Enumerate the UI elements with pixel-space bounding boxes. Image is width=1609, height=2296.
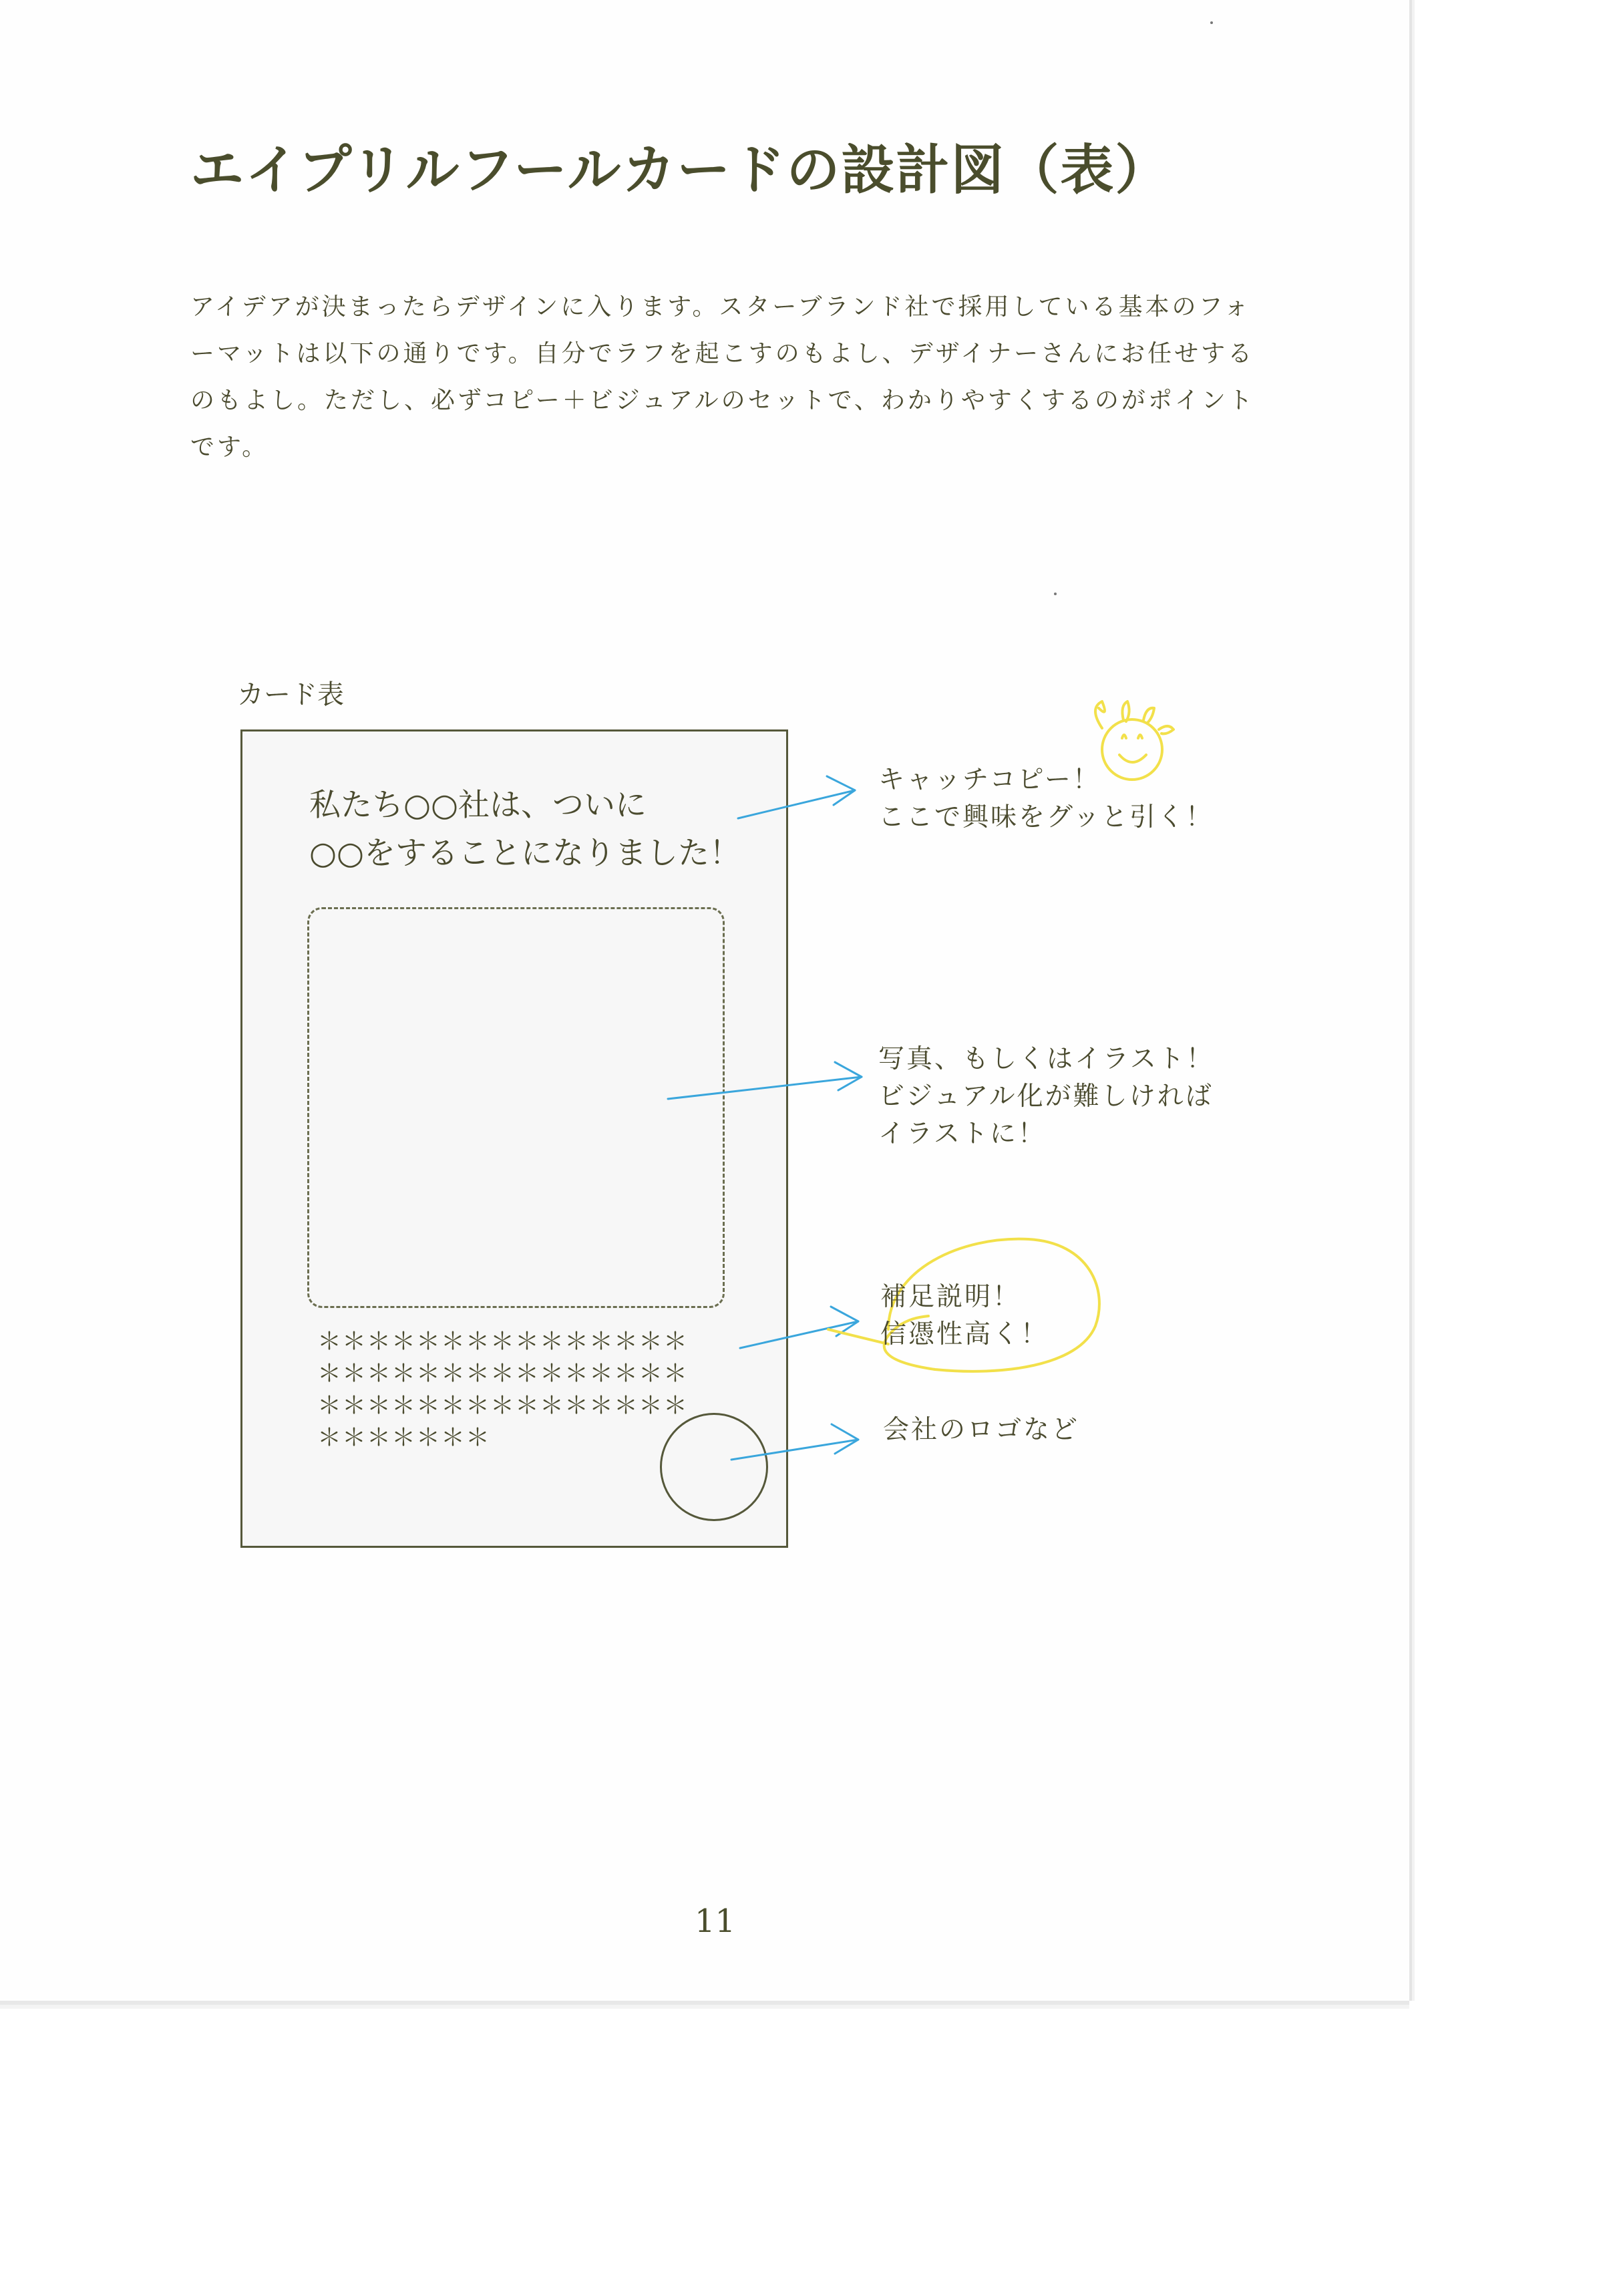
- catch-copy-line: ○○をすることになりました！: [309, 835, 741, 872]
- annotation-line: キャッチコピー！: [878, 765, 1101, 795]
- annotation-line: ここで興味をグッと引く！: [878, 802, 1214, 832]
- annotation-line: イラストに！: [878, 1119, 1046, 1149]
- annotation-logo: [883, 1412, 1079, 1449]
- leader-arrow-catch: [738, 776, 855, 818]
- annotation-line: 信憑性高く！: [880, 1319, 1049, 1349]
- placeholder-line: ＊＊＊＊＊＊＊＊＊＊＊＊＊＊＊: [317, 1360, 689, 1387]
- leader-arrow-logo: [731, 1424, 858, 1460]
- intro-line: のもよし。ただし、必ずコピー＋ビジュアルのセットで、わかりやすくするのがポイント: [190, 387, 1255, 414]
- placeholder-line: ＊＊＊＊＊＊＊＊＊＊＊＊＊＊＊: [317, 1392, 689, 1420]
- intro-line: ーマットは以下の通りです。自分でラフを起こすのもよし、デザイナーさんにお任せする: [190, 340, 1255, 367]
- leader-arrow-visual: [668, 1062, 862, 1099]
- page-title: エイプリルフールカードの設計図（表）: [190, 138, 1170, 201]
- annotation-line: 写真、もしくはイラスト！: [878, 1044, 1214, 1074]
- annotation-visual: [878, 1041, 1214, 1153]
- scan-speck: [1210, 21, 1213, 24]
- annotation-line: 補足説明！: [880, 1282, 1021, 1312]
- annotation-line: 会社のロゴなど: [883, 1415, 1080, 1445]
- page-number: 11: [695, 1903, 736, 1940]
- intro-line: アイデアが決まったらデザインに入ります。スターブランド社で採用している基本のフォ: [190, 293, 1251, 321]
- section-label: カード表: [237, 679, 344, 710]
- intro-line: です。: [190, 434, 269, 461]
- catch-copy-line: 私たち○○社は、ついに: [309, 787, 647, 824]
- annotation-supplement: [880, 1279, 1049, 1353]
- scan-speck: [1054, 593, 1057, 595]
- annotation-catch-copy: [878, 762, 1214, 836]
- leader-arrow-supplement: [740, 1307, 858, 1348]
- annotation-line: ビジュアル化が難しければ: [878, 1082, 1214, 1112]
- placeholder-line: ＊＊＊＊＊＊＊: [317, 1424, 491, 1452]
- placeholder-line: ＊＊＊＊＊＊＊＊＊＊＊＊＊＊＊: [317, 1328, 689, 1355]
